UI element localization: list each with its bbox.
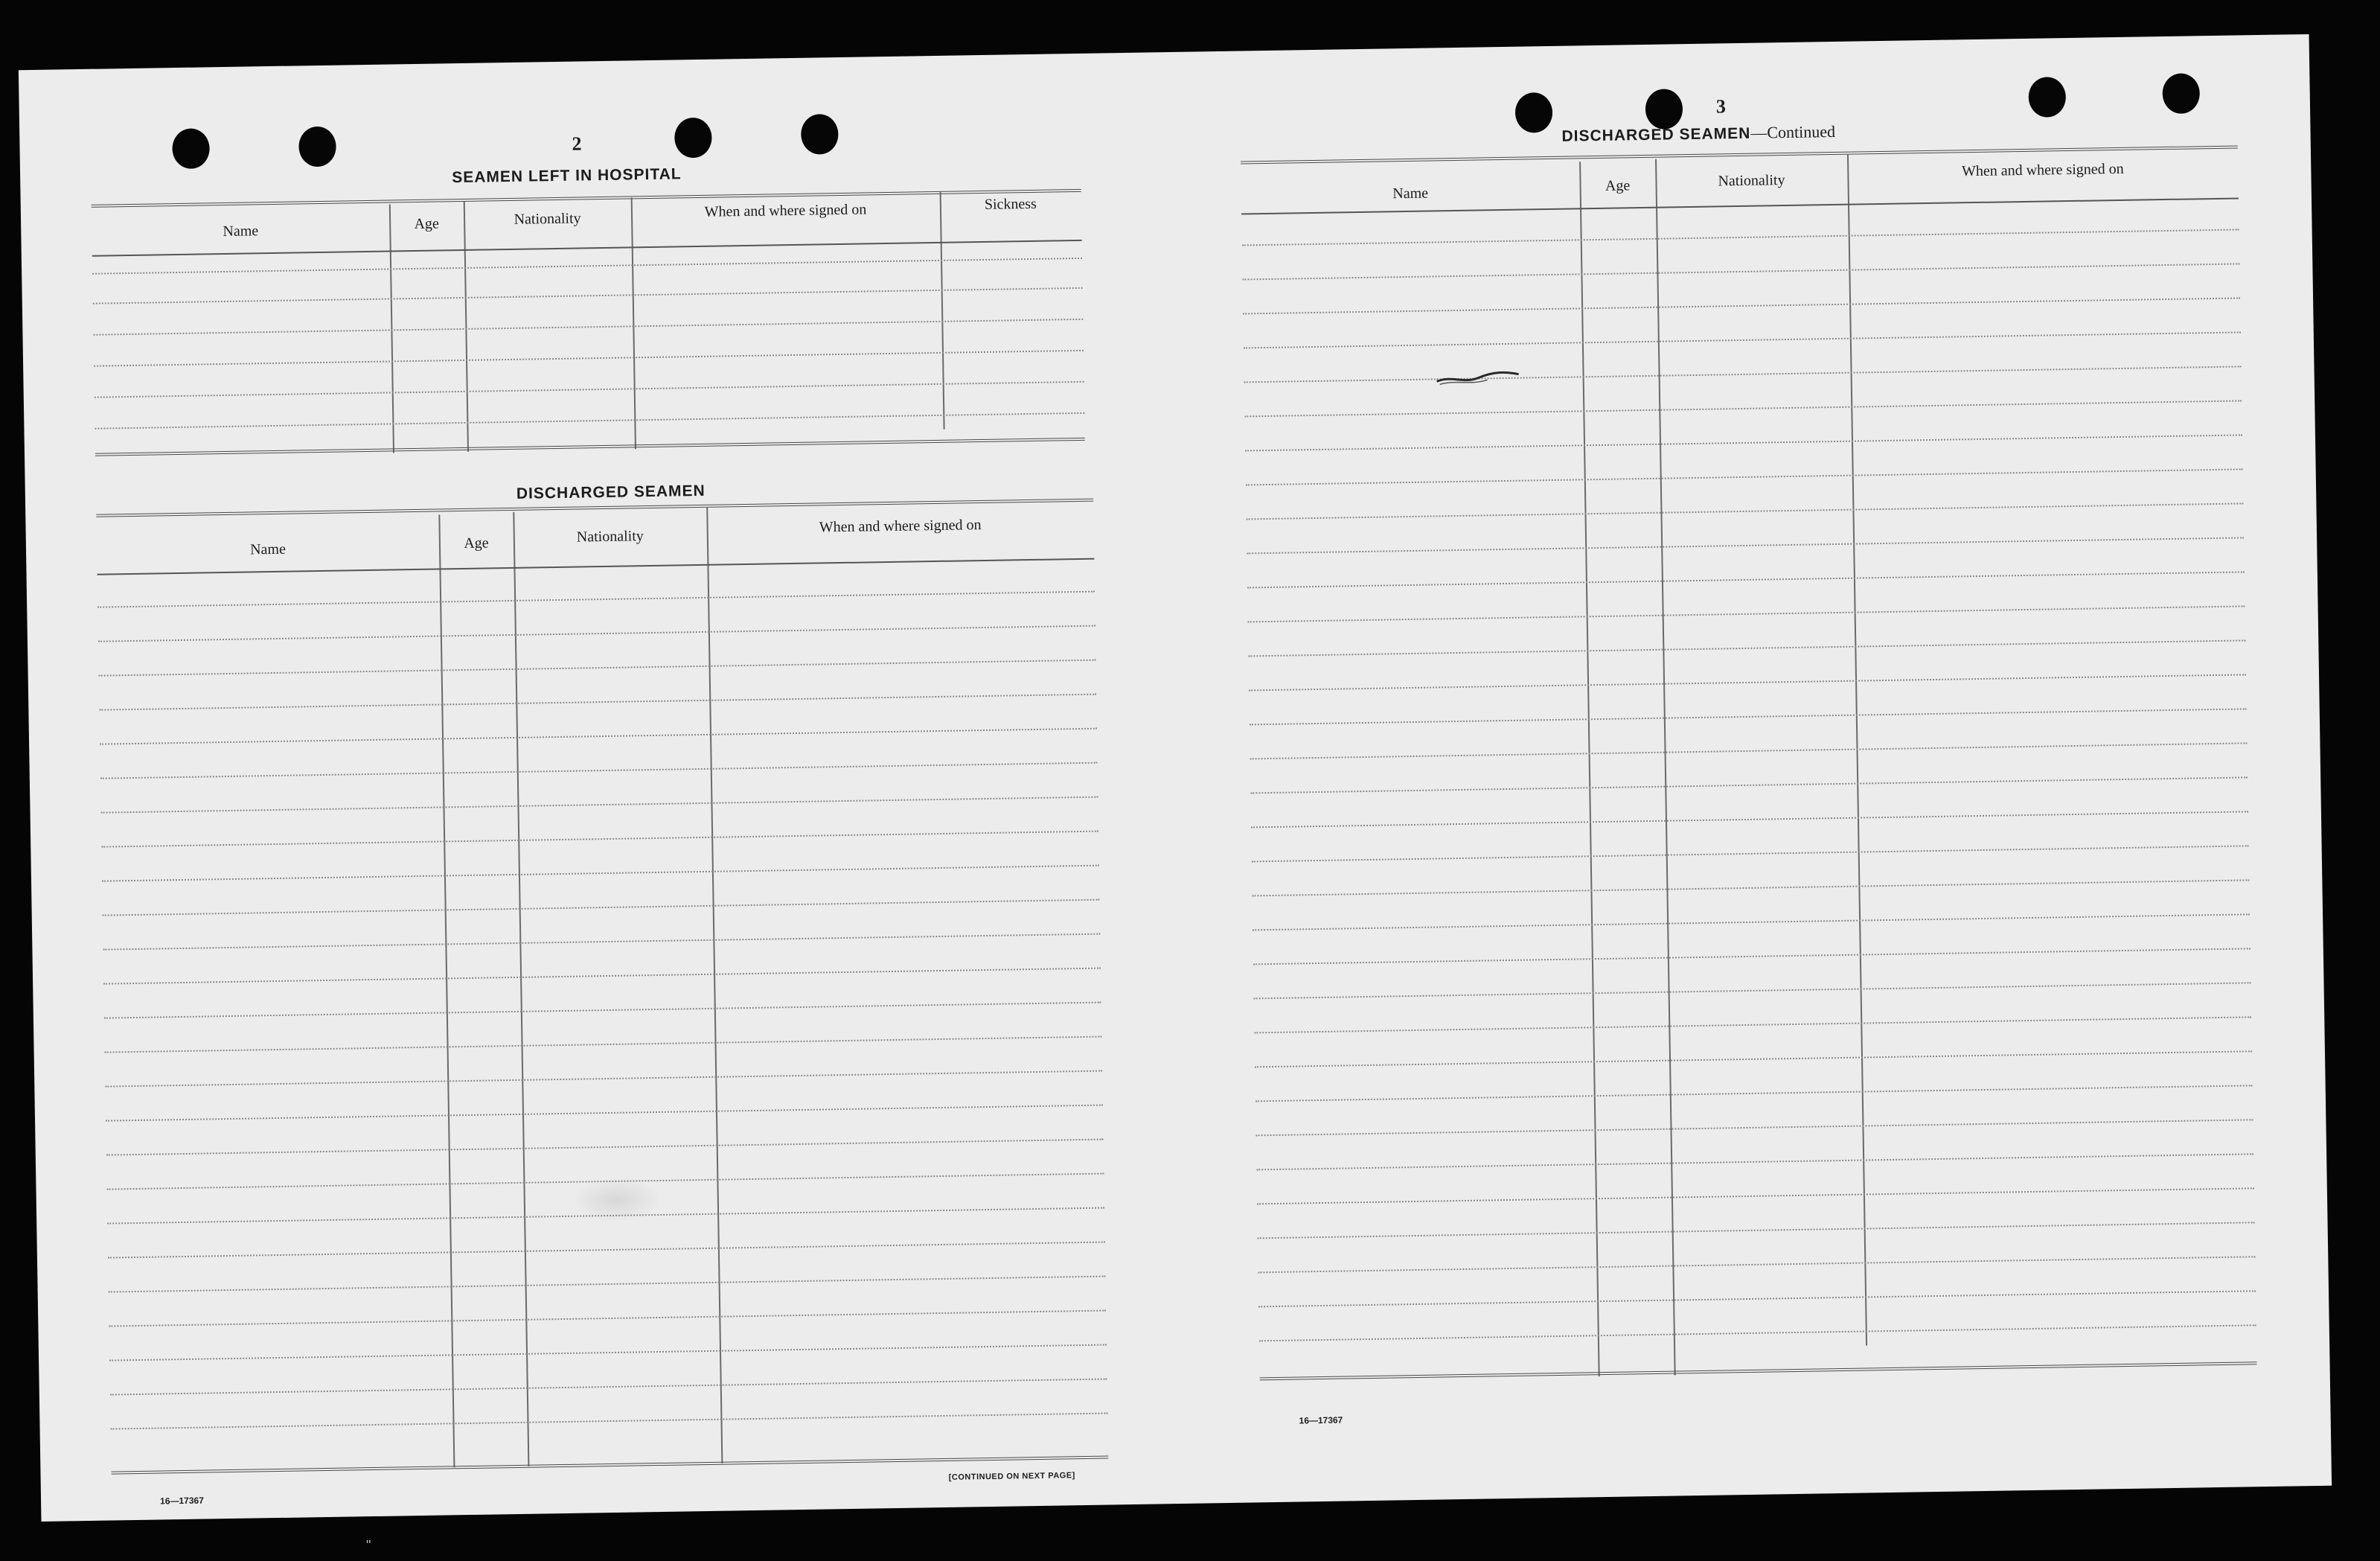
table-row	[1242, 229, 2239, 246]
col-header-age: Age	[414, 215, 440, 232]
table-row	[1254, 982, 2251, 999]
table-row	[109, 1310, 1106, 1327]
table-row	[1249, 674, 2246, 691]
table-row	[99, 660, 1096, 677]
col-header-signed-on: When and where signed on	[1961, 160, 2124, 180]
table-row	[95, 412, 1084, 430]
punch-hole	[674, 118, 712, 159]
header-bottom-rule	[92, 240, 1082, 257]
table-row	[93, 287, 1083, 304]
discharged-table-left	[96, 499, 1108, 1476]
hospital-table	[92, 189, 1085, 458]
punch-hole	[1645, 89, 1683, 130]
continued-section-title	[1561, 122, 1835, 146]
col-header-age: Age	[464, 534, 489, 552]
col-divider	[706, 508, 723, 1463]
stain-mark	[572, 1177, 662, 1223]
table-row	[1252, 879, 2249, 896]
table-bottom-rule	[1260, 1362, 2257, 1380]
punch-hole	[801, 114, 839, 155]
table-row	[1246, 468, 2243, 485]
col-divider	[464, 202, 469, 452]
table-row	[1242, 263, 2239, 280]
table-row	[1244, 400, 2242, 417]
punch-hole	[2028, 77, 2066, 118]
col-divider	[940, 191, 945, 430]
continued-section-title-text: DISCHARGED SEAMEN	[1561, 124, 1751, 145]
right-page-number: 3	[1715, 95, 1727, 118]
table-row	[1247, 571, 2245, 588]
table-row	[1258, 1256, 2255, 1273]
col-header-name: Name	[249, 540, 287, 558]
table-row	[97, 591, 1095, 608]
document-sheet	[19, 34, 2332, 1522]
punch-hole	[1515, 92, 1553, 133]
table-row	[106, 1105, 1103, 1122]
table-row	[1255, 1085, 2253, 1102]
table-row	[1257, 1187, 2254, 1204]
table-row	[98, 625, 1095, 642]
table-row	[100, 762, 1098, 779]
col-header-name: Name	[223, 223, 259, 240]
table-bottom-rule	[111, 1456, 1108, 1475]
table-row	[1248, 639, 2245, 657]
table-row	[1258, 1222, 2255, 1239]
punch-hole	[172, 128, 210, 169]
table-row	[1243, 297, 2240, 314]
punch-hole	[2162, 73, 2200, 114]
table-row	[105, 1036, 1102, 1053]
header-bottom-rule	[97, 558, 1095, 575]
left-page-number: 2	[572, 133, 582, 155]
table-row	[1253, 948, 2251, 965]
table-row	[106, 1139, 1104, 1156]
table-row	[105, 1070, 1102, 1088]
discharged-section-title: DISCHARGED SEAMEN	[516, 482, 706, 502]
table-row	[1253, 913, 2250, 930]
table-row	[1244, 331, 2241, 348]
table-row	[103, 933, 1100, 951]
col-header-nationality: Nationality	[576, 528, 644, 546]
col-divider	[631, 197, 636, 449]
col-header-signed-on: When and where signed on	[819, 517, 982, 536]
form-code-right: 16—17367	[1299, 1414, 1343, 1426]
table-bottom-rule	[95, 438, 1085, 456]
table-row	[1244, 365, 2242, 383]
table-row	[99, 694, 1096, 711]
table-row	[104, 1002, 1101, 1019]
table-row	[1252, 845, 2249, 862]
table-row	[1248, 605, 2245, 622]
col-header-name: Name	[1392, 185, 1429, 202]
table-row	[1258, 1290, 2256, 1307]
table-row	[108, 1242, 1105, 1259]
col-header-age: Age	[1605, 177, 1631, 194]
table-row	[95, 381, 1084, 398]
table-row	[1256, 1119, 2253, 1136]
table-row	[1245, 434, 2242, 451]
col-divider	[438, 514, 455, 1467]
table-row	[103, 968, 1101, 985]
continued-note: [CONTINUED ON NEXT PAGE]	[948, 1471, 1075, 1482]
col-header-signed-on: When and where signed on	[704, 201, 867, 220]
form-code-left: 16—17367	[159, 1495, 204, 1507]
table-row	[102, 865, 1099, 882]
col-header-sickness: Sickness	[984, 195, 1037, 213]
ink-squiggle-mark	[1433, 365, 1523, 389]
table-row	[109, 1276, 1106, 1293]
table-row	[101, 797, 1098, 814]
discharged-table-right	[1241, 145, 2257, 1382]
table-row	[1251, 811, 2248, 828]
table-row	[1254, 1016, 2251, 1033]
table-row	[92, 258, 1082, 275]
table-row	[93, 319, 1083, 336]
table-row	[1250, 742, 2248, 759]
col-divider	[1579, 162, 1600, 1376]
table-row	[111, 1413, 1108, 1430]
col-header-nationality: Nationality	[1718, 172, 1785, 190]
table-row	[1250, 776, 2248, 794]
table-row	[101, 831, 1098, 848]
col-header-nationality: Nationality	[514, 210, 581, 228]
table-row	[110, 1379, 1107, 1396]
table-row	[1255, 1050, 2252, 1067]
table-row	[1256, 1153, 2253, 1170]
table-row	[1250, 708, 2247, 725]
table-row	[109, 1344, 1107, 1362]
edge-mark: "	[366, 1538, 371, 1553]
table-row	[100, 728, 1097, 745]
continued-suffix: —Continued	[1750, 121, 1836, 142]
col-divider	[513, 512, 529, 1466]
table-row	[1247, 537, 2244, 554]
table-row	[94, 350, 1084, 367]
table-row	[1259, 1324, 2256, 1341]
table-row	[1247, 502, 2244, 520]
punch-hole	[298, 127, 336, 167]
hospital-section-title: SEAMEN LEFT IN HOSPITAL	[452, 165, 682, 187]
table-row	[103, 899, 1100, 916]
